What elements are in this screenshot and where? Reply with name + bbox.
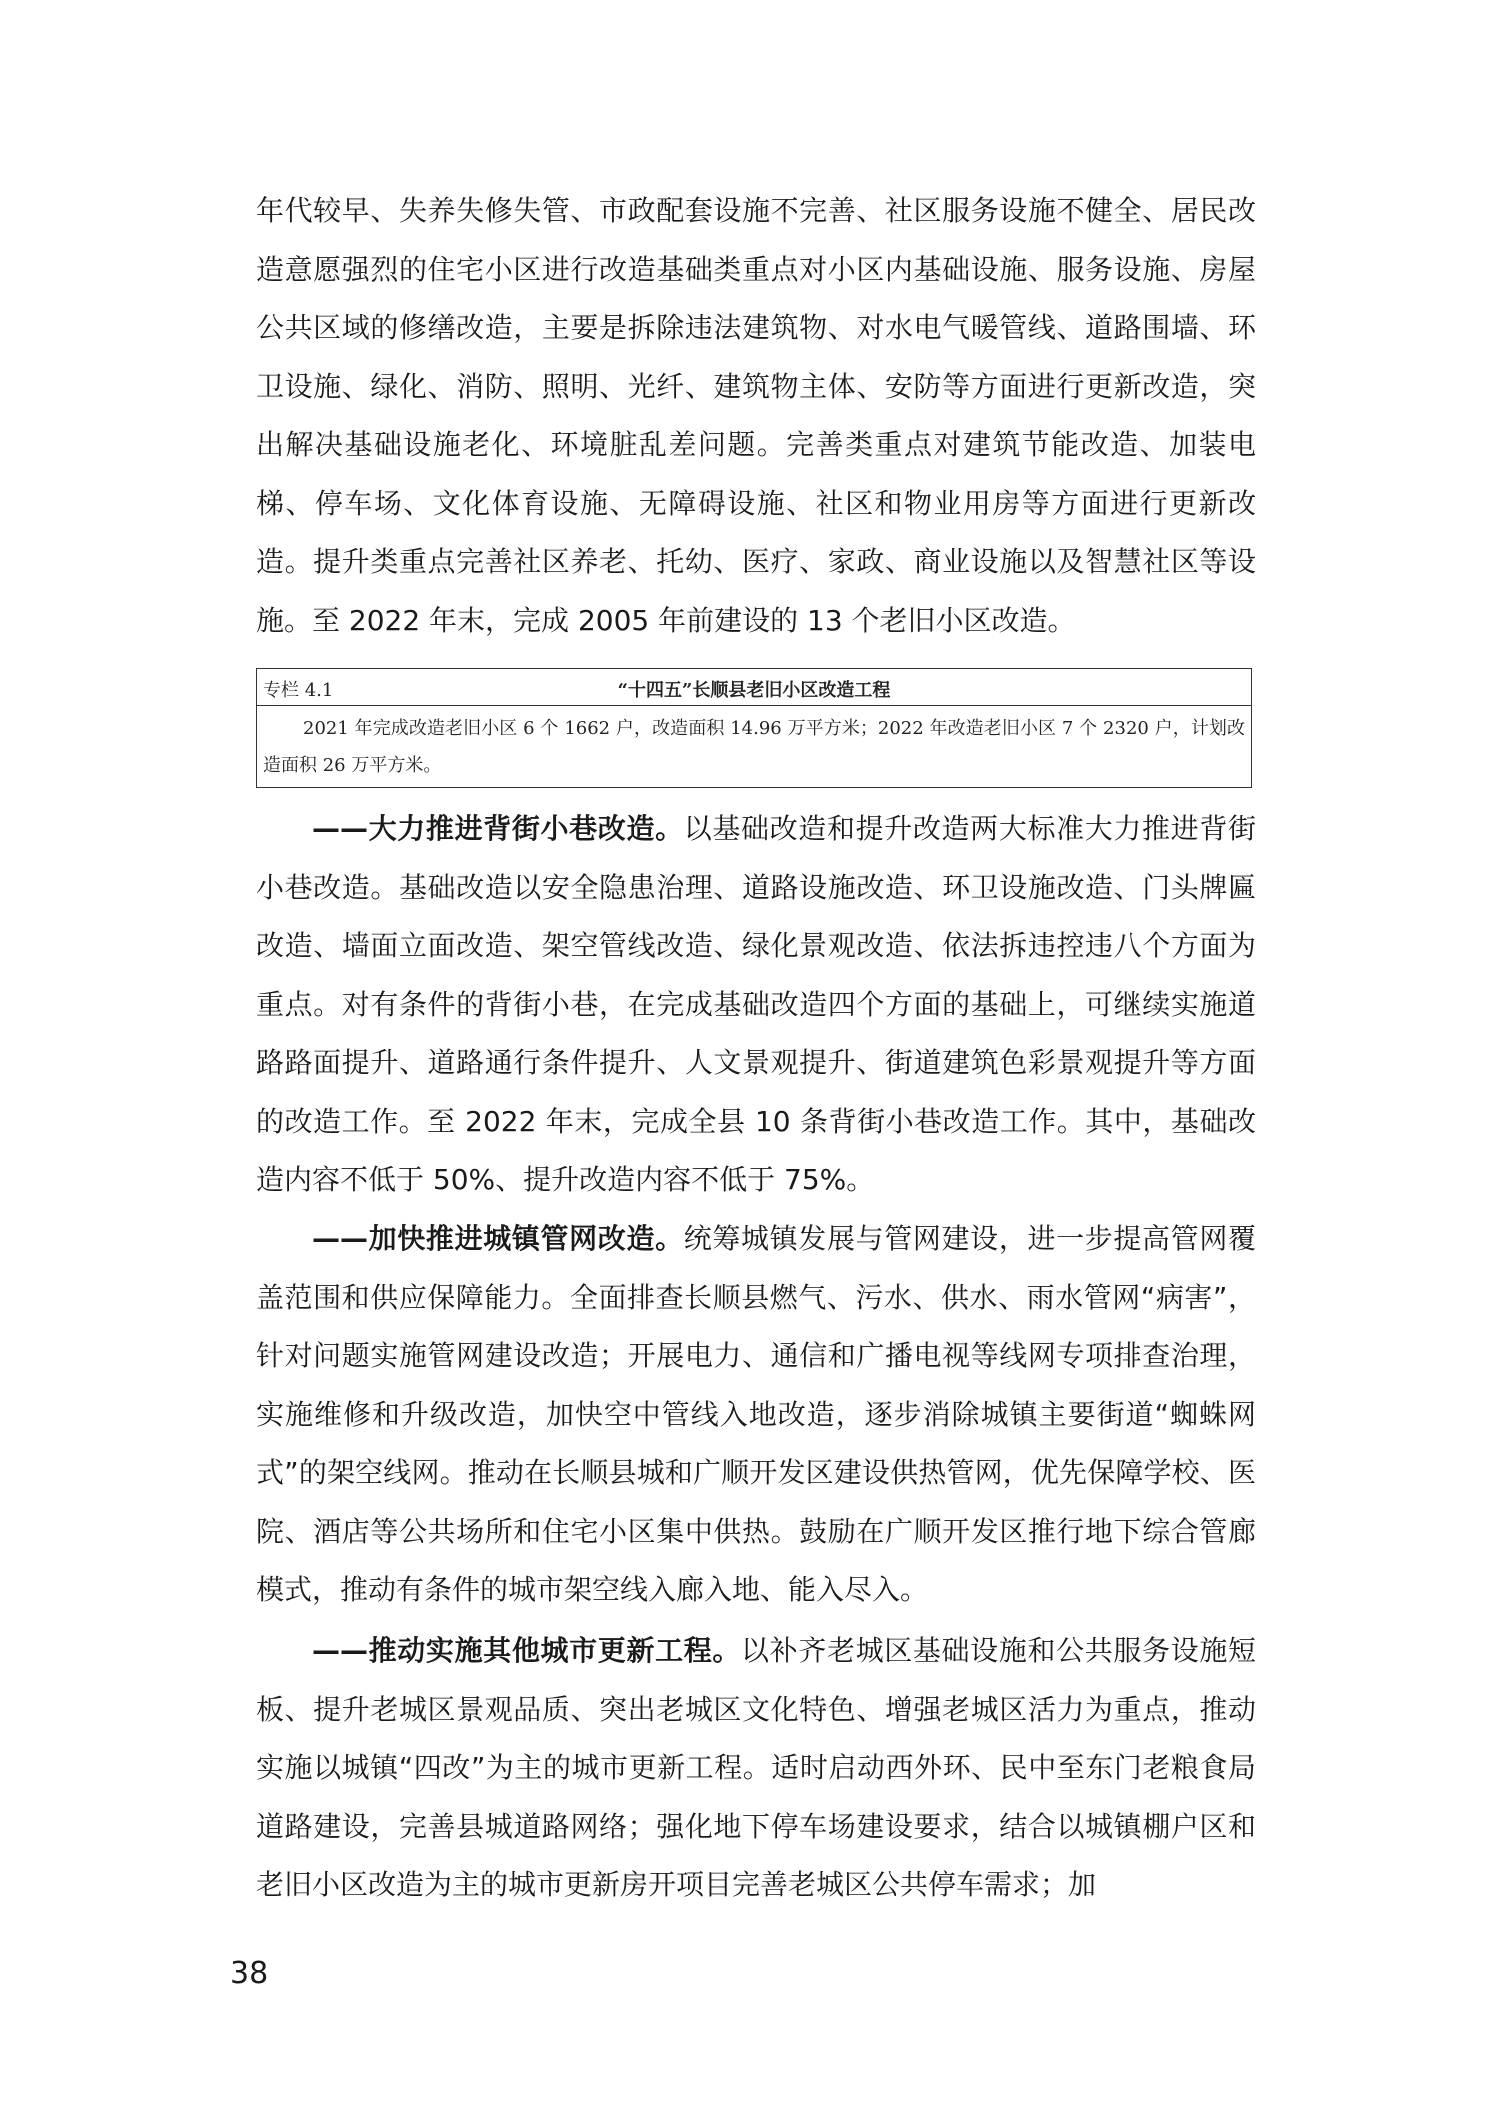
column-box-4-1 — [256, 668, 1252, 788]
paragraph-text: 以补齐老城区基础设施和公共服务设施短板、提升老城区景观品质、突出老城区文化特色、增强老城区活力为重点，推动实施以城镇“四改”为主的城市更新工程。适时启动西外环、民中至东门老粮食局道路建设，完善县城道路网络；强化地下停车场建设要求，结合以城镇棚户区和老旧小区改造为主的城市更新房开项目完善老城区公共停车需求；加 — [256, 1634, 1256, 1901]
paragraph-heading: ——大力推进背街小巷改造。 — [312, 812, 684, 845]
column-box-body — [257, 706, 1251, 784]
paragraph-other-urban-renewal — [256, 1622, 1256, 1915]
column-box-tag: 专栏 4.1 — [263, 680, 334, 701]
paragraph-text: 以基础改造和提升改造两大标准大力推进背街小巷改造。基础改造以安全隐患治理、道路设施改造、环卫设施改造、门头牌匾改造、墙面立面改造、架空管线改造、绿化景观改造、依法拆违控违八个方面为重点。对有条件的背街小巷，在完成基础改造四个方面的基础上，可继续实施道路路面提升、道路通行条件提升、人文景观提升、街道建筑色彩景观提升等方面的改造工作。至 2022 年末，完成全县 10 条背街小巷改造工作。其中，基础改造内容不低于 50%、提升改造内容不低于 75%。 — [256, 812, 1256, 1196]
paragraph-pipe-network-renovation — [256, 1210, 1256, 1620]
column-box-title: “十四五”长顺县老旧小区改造工程 — [617, 680, 891, 701]
paragraph-text: 统筹城镇发展与管网建设，进一步提高管网覆盖范围和供应保障能力。全面排查长顺县燃气、污水、供水、雨水管网“病害”，针对问题实施管网建设改造；开展电力、通信和广播电视等线网专项排查治理，实施维修和升级改造，加快空中管线入地改造，逐步消除城镇主要街道“蜘蛛网式”的架空线网。推动在长顺县城和广顺开发区建设供热管网，优先保障学校、医院、酒店等公共场所和住宅小区集中供热。鼓励在广顺开发区推行地下综合管廊模式，推动有条件的城市架空线入廊入地、能入尽入。 — [256, 1222, 1256, 1606]
column-box-text: 2021 年完成改造老旧小区 6 个 1662 户，改造面积 14.96 万平方米；2022 年改造老旧小区 7 个 2320 户，计划改造面积 26 万平方米。 — [263, 718, 1245, 776]
paragraph-heading: ——推动实施其他城市更新工程。 — [312, 1634, 742, 1667]
paragraph-text: 年代较早、失养失修失管、市政配套设施不完善、社区服务设施不健全、居民改造意愿强烈的住宅小区进行改造基础类重点对小区内基础设施、服务设施、房屋公共区域的修缮改造，主要是拆除违法建筑物、对水电气暖管线、道路围墙、环卫设施、绿化、消防、照明、光纤、建筑物主体、安防等方面进行更新改造，突出解决基础设施老化、环境脏乱差问题。完善类重点对建筑节能改造、加装电梯、停车场、文化体育设施、无障碍设施、社区和物业用房等方面进行更新改造。提升类重点完善社区养老、托幼、医疗、家政、商业设施以及智慧社区等设施。至 2022 年末，完成 2005 年前建设的 13 个老旧小区改造。 — [256, 194, 1256, 637]
paragraph-heading: ——加快推进城镇管网改造。 — [312, 1222, 684, 1255]
paragraph-back-street-renovation — [256, 800, 1256, 1210]
paragraph-old-community-renovation — [256, 182, 1256, 650]
page-number: 38 — [230, 1956, 269, 1991]
column-box-header — [257, 669, 1251, 706]
